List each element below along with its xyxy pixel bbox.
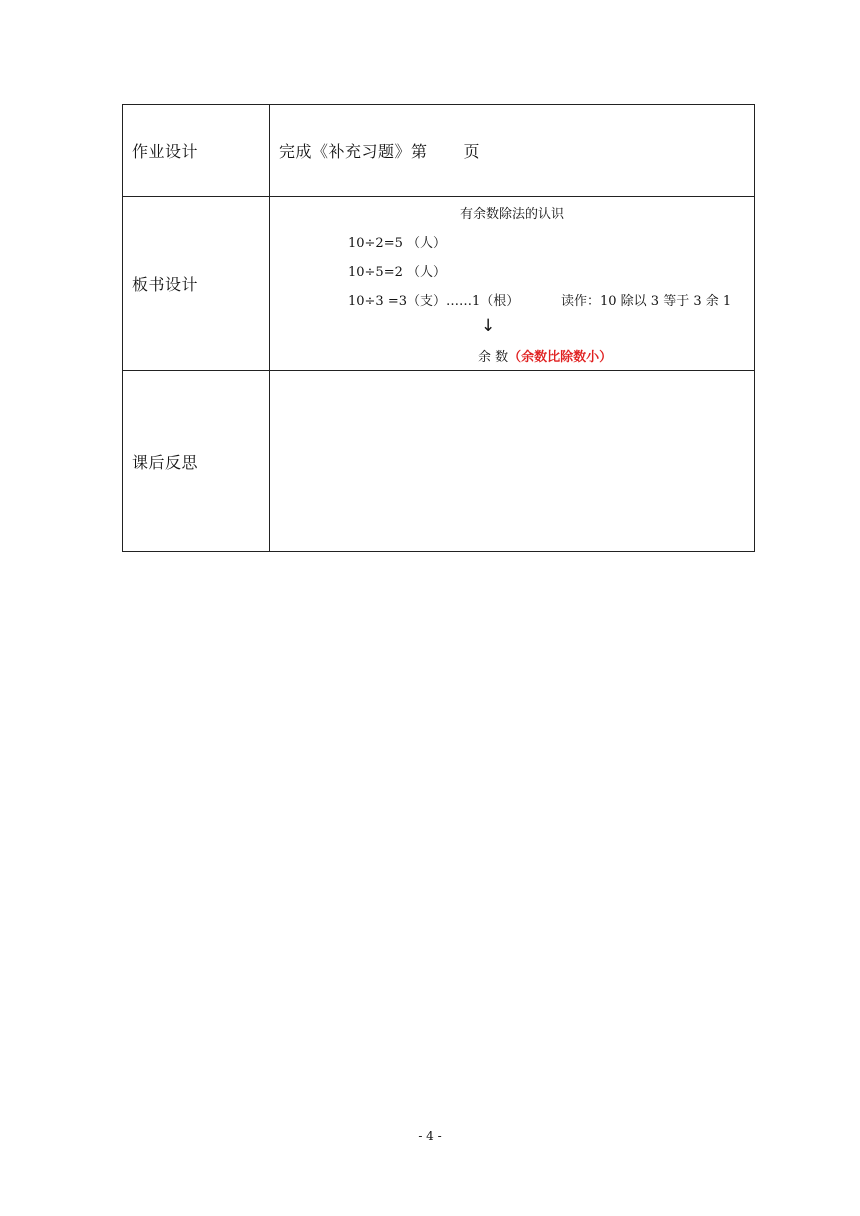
homework-text: [270, 139, 754, 162]
page-number: - 4 -: [418, 1129, 442, 1143]
reading-text: 读作：10 除以 3 等于 3 余 1: [561, 294, 732, 309]
board-title: 有余数除法的认识: [460, 207, 565, 222]
board-design-row: [123, 197, 755, 371]
equation-2: 10÷5=2 （人）: [348, 265, 447, 280]
remainder-line: [478, 346, 612, 365]
remainder-label: 余 数: [478, 350, 509, 365]
equation-1: 10÷2=5 （人）: [348, 236, 447, 251]
board-content: [270, 197, 754, 370]
equation-3: 10÷3 =3（支）……1（根）: [348, 294, 520, 309]
homework-content-cell: [270, 105, 755, 197]
homework-page-suffix: 页: [463, 142, 481, 161]
reflection-label: 课后反思: [123, 371, 270, 552]
down-arrow-icon: ↓: [481, 316, 496, 336]
lesson-plan-table: [122, 104, 755, 552]
homework-label: 作业设计: [123, 105, 270, 197]
homework-instruction: 完成《补充习题》第: [279, 142, 428, 161]
homework-row: [123, 105, 755, 197]
reflection-row: [123, 371, 755, 552]
board-design-label: 板书设计: [123, 197, 270, 371]
reflection-content-cell: [270, 371, 755, 552]
board-design-cell: [270, 197, 755, 371]
remainder-note: （余数比除数小）: [508, 350, 613, 365]
